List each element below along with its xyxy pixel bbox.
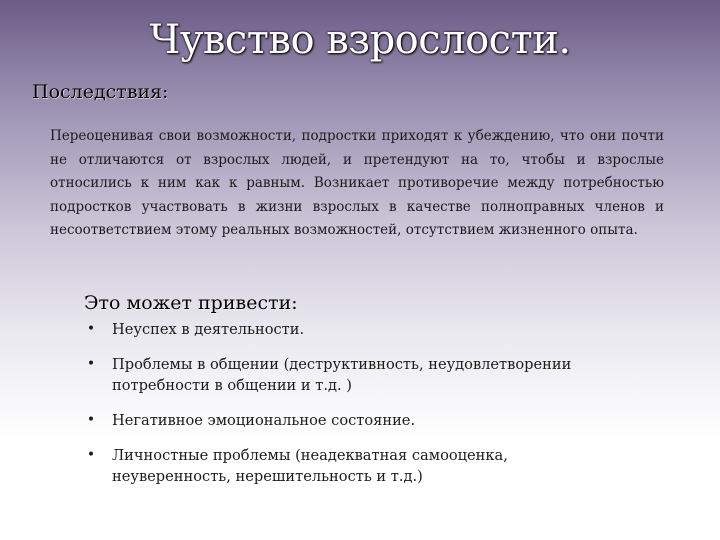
list-item [84,410,684,431]
list-item-text: Проблемы в общении (деструктивность, неудовлетворении потребности в общении и т.д. ) [112,356,572,394]
bullet-icon: • [86,321,96,337]
bullet-icon: • [86,447,96,463]
bullet-icon: • [86,412,96,428]
slide-title: Чувство взрослости. [149,17,571,63]
list-item-text: Неуспех в деятельности. [112,321,305,338]
list-item [84,319,684,340]
list-item-text: Негативное эмоциональное состояние. [112,412,416,429]
list-item [84,354,684,396]
section-heading: Последствия: [32,81,169,103]
list-item [84,445,684,487]
body-paragraph: Переоценивая свои возможности, подростки приходят к убеждению, что они почти не отличаются от взрослых людей, и претендуют на то, чтобы и взрослые относились к ним как к равным. Возникает противоречие между потребностью подростков участвовать в жизни взрослых в качестве полноправных членов и несоответствием этому реальных возможностей, отсутствием жизненного опыта. [50,128,664,239]
consequences-heading: Это может привести: [84,292,298,314]
bullet-icon: • [86,356,96,372]
bullet-list [84,319,684,501]
list-item-text: Личностные проблемы (неадекватная самооценка, неуверенность, нерешительность и т.д.) [112,447,508,485]
